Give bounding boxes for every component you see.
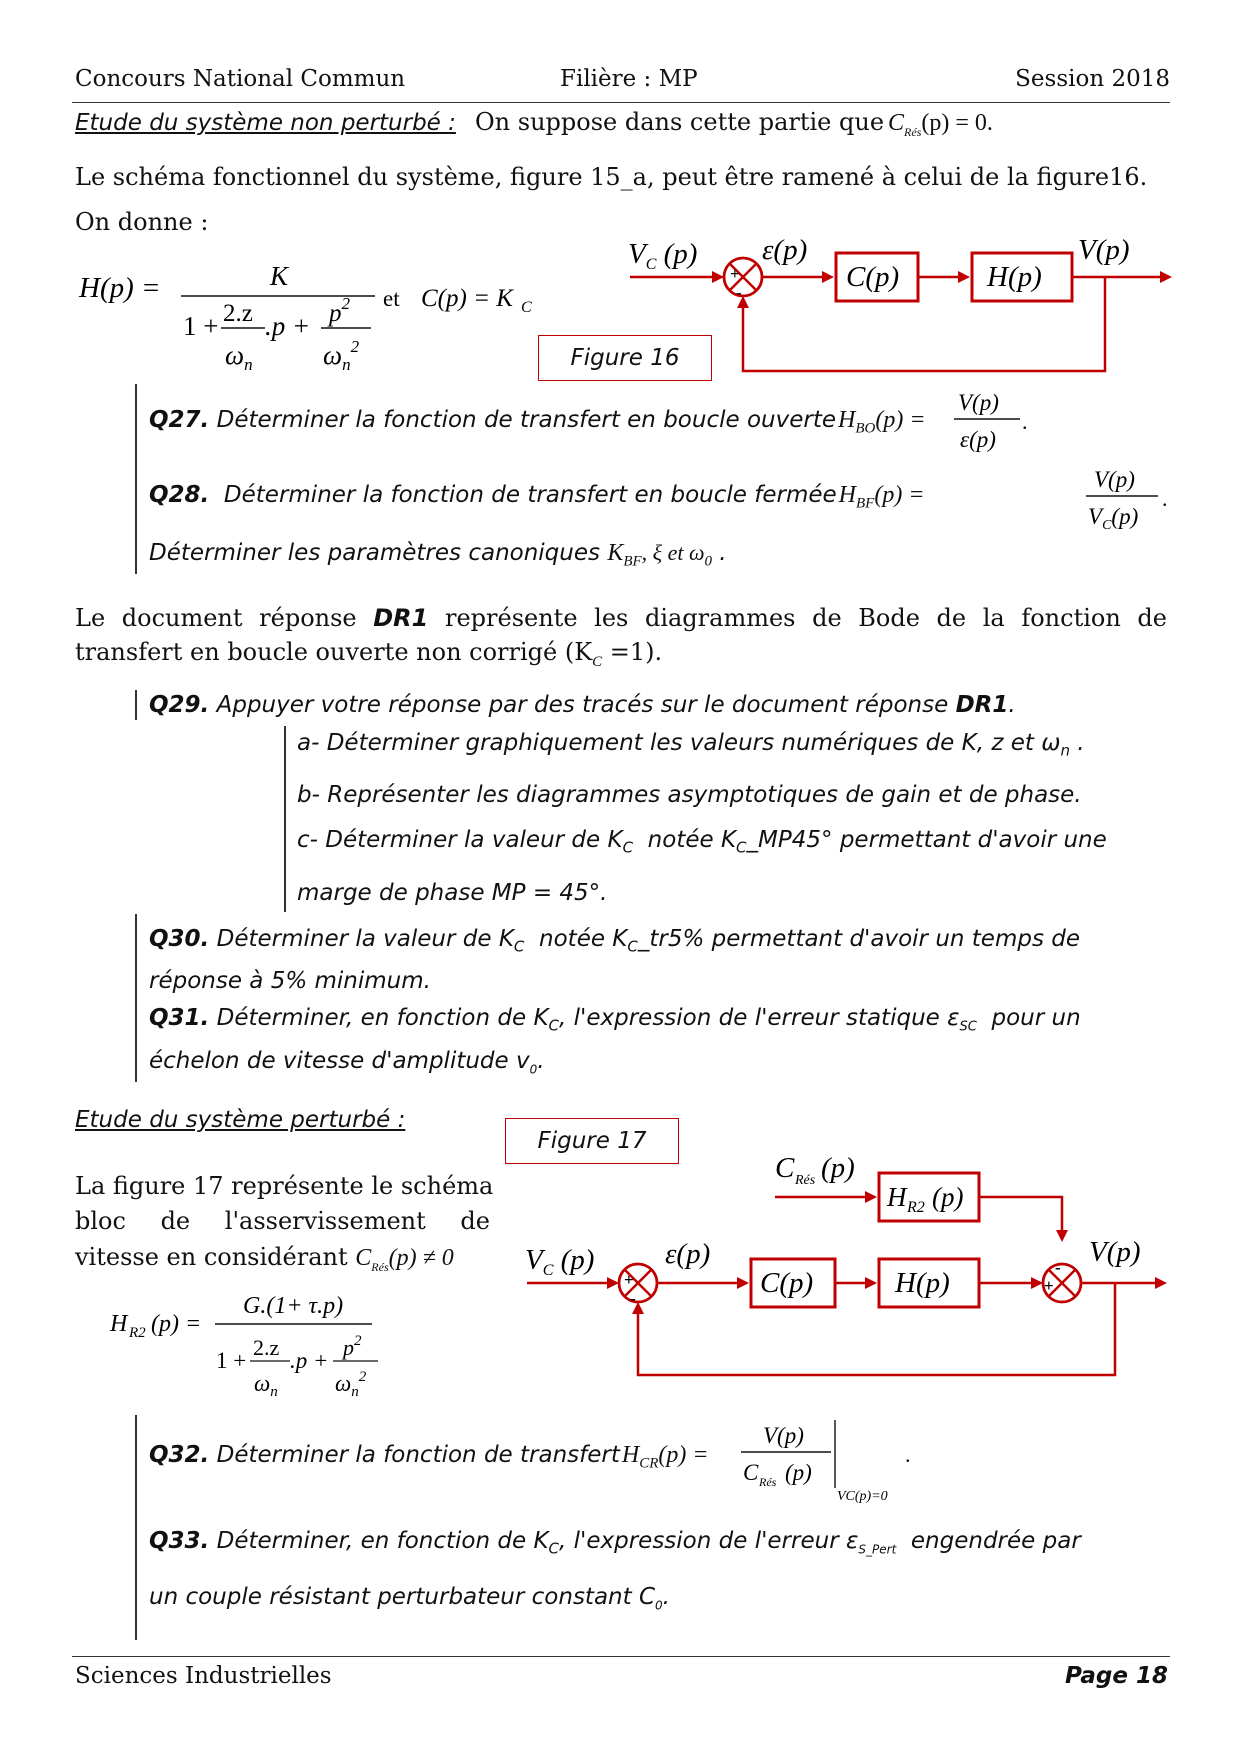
svg-text:(p): (p) — [821, 1152, 855, 1184]
sec1-line2: Le schéma fonctionnel du système, figure 15_a, peut être ramené à celui de la figure16. — [75, 163, 1148, 191]
q32: Q32. Déterminer la fonction de transfertH$_{CR}$(p) = — [149, 1442, 709, 1472]
q29-sub-bar — [284, 726, 286, 912]
fig16-error-label: ε(p) — [762, 234, 808, 266]
q29-a: a- Déterminer graphiquement les valeurs numériques de K, z et $\omega_n$ . — [297, 730, 1085, 760]
svg-text:2.z: 2.z — [253, 1335, 280, 1360]
svg-text:VC(p)=0: VC(p)=0 — [837, 1489, 888, 1504]
page-number: Page 18 — [1065, 1663, 1168, 1689]
figure-17-diagram — [515, 1140, 1180, 1385]
q29: Q29. Appuyer votre réponse par des tracés sur le document réponse DR1. — [149, 692, 1016, 718]
svg-text:C: C — [521, 299, 532, 316]
q28-line2: Déterminer les paramètres canoniques $K_{BF}$, ξ et $\omega_0$ . — [149, 540, 727, 570]
svg-text:V(p): V(p) — [763, 1423, 804, 1448]
q31-line2: échelon de vitesse d'amplitude $v_0$. — [149, 1048, 545, 1077]
header-left: Concours National Commun — [75, 66, 406, 92]
svg-text:H(p): H(p) — [895, 1267, 950, 1299]
q27-fraction — [950, 385, 1030, 457]
q30-line2: réponse à 5% minimum. — [149, 968, 431, 994]
footer-left: Sciences Industrielles — [75, 1663, 332, 1689]
formula-HR2 — [108, 1280, 398, 1400]
fig16-C-label: C(p) — [846, 261, 900, 293]
dr1-paragraph-line2: transfert en boucle ouverte non corrigé $(K_C =1)$. — [75, 638, 663, 670]
section-title-unperturbed: Etude du système non perturbé : — [75, 110, 456, 136]
q30: Q30. Déterminer la valeur de $K_C$ notée $K_C\_tr5\%$ permettant d'avoir un temps de — [149, 926, 1081, 956]
sec2-p3: vitesse en considérant $C_{Rés}(p) \ne 0$ — [75, 1243, 454, 1274]
svg-text:ωn2: $\omega_n^2$ — [323, 337, 360, 374]
fig16-output-label: V(p) — [1078, 234, 1130, 266]
sec1-line3: On donne : — [75, 208, 209, 236]
svg-text:ωn: $\omega_n$ — [225, 340, 253, 374]
svg-text:1 +: 1 + — [183, 311, 219, 341]
q27-q28-bar — [135, 384, 137, 574]
q32-q33-bar — [135, 1415, 137, 1640]
svg-text:p2: $p^2$ — [329, 294, 350, 327]
figure-16-label: Figure 16 — [538, 335, 712, 381]
svg-text:V(p): V(p) — [1089, 1236, 1141, 1268]
fig17-feedback — [638, 1283, 1115, 1375]
svg-text:-: - — [630, 1289, 636, 1308]
svg-text:Rés: Rés — [759, 1475, 777, 1489]
svg-text:.p +: .p + — [290, 1348, 329, 1373]
q29-b: b- Représenter les diagrammes asymptotiques de gain et de phase. — [297, 782, 1082, 808]
svg-text:C: C — [743, 1460, 759, 1485]
q29-c2: marge de phase MP = 45°. — [297, 880, 608, 906]
q33-line2: un couple résistant perturbateur constant $C_0$. — [149, 1584, 670, 1613]
svg-text:V(p): V(p) — [1094, 467, 1135, 492]
svg-text:R2: R2 — [129, 1325, 146, 1341]
svg-text:.: . — [1162, 486, 1168, 511]
formula-H — [75, 250, 555, 385]
q27: Q27. Déterminer la fonction de transfert en boucle ouverteH$_{BO}$(p) = — [149, 407, 926, 437]
fig16-feedback — [743, 277, 1105, 371]
svg-text:(p): (p) — [932, 1182, 964, 1212]
svg-text:+: + — [1044, 1276, 1054, 1295]
q28: Q28. Déterminer la fonction de transfert en boucle ferméeH$_{BF}$(p) = — [149, 482, 925, 512]
svg-text:V(p): V(p) — [958, 390, 999, 415]
svg-text:p2: $p^2$ — [343, 1333, 362, 1360]
header-rule — [72, 102, 1170, 103]
formula-and: et — [383, 286, 400, 311]
svg-text:H: H — [110, 1311, 128, 1337]
svg-text:VC (p): $V_C$ (p) — [525, 1244, 595, 1279]
sec1-intro: On suppose dans cette partie que $C_{Rés}(p) = 0$. — [475, 108, 993, 139]
svg-text:C(p): C(p) — [760, 1267, 814, 1299]
svg-text:.: . — [1022, 409, 1028, 434]
q28-fraction — [1082, 462, 1172, 536]
svg-text:C: C — [775, 1152, 795, 1184]
svg-text:2.z: 2.z — [223, 300, 253, 327]
figure-17-label: Figure 17 — [505, 1118, 679, 1164]
fig16-H-label: H(p) — [987, 261, 1042, 293]
svg-text:VC (p): $V_C$ (p) — [628, 238, 698, 273]
sec2-p2: bloc de l'asservissement de — [75, 1207, 490, 1235]
svg-text:(p) =: (p) = — [151, 1311, 202, 1337]
svg-text:.: . — [905, 1442, 911, 1467]
svg-text:H: H — [887, 1182, 907, 1212]
svg-text:ε(p): ε(p) — [665, 1238, 711, 1270]
svg-text:G.(1+ τ.p): G.(1+ τ.p) — [243, 1293, 344, 1319]
q29-c: c- Déterminer la valeur de $K_C$ notée $K_C\_MP45^\circ$ permettant d'avoir une — [297, 827, 1107, 857]
svg-text:ωn2: $\omega_n^2$ — [335, 1369, 367, 1400]
q32-fraction — [735, 1418, 925, 1504]
dr1-paragraph-line1: Le document réponse DR1 représente les diagrammes de Bode de la fonction de — [75, 604, 1167, 632]
formula-C: C(p) = K — [421, 285, 513, 312]
svg-text:+: + — [730, 264, 740, 283]
svg-text:1 +: 1 + — [216, 1348, 247, 1373]
svg-text:Rés: Rés — [795, 1173, 816, 1188]
svg-text:+: + — [624, 1270, 634, 1289]
header-center: Filière : MP — [560, 66, 698, 92]
q29-bar — [135, 690, 137, 720]
q30-q31-bar — [135, 914, 137, 1082]
svg-text:VC(p): $V_C(p)$ — [1088, 504, 1139, 533]
svg-text:ωn: $\omega_n$ — [254, 1371, 278, 1400]
section-title-perturbed: Etude du système perturbé : — [75, 1107, 406, 1133]
formula-H-lhs: H(p) = — [79, 272, 161, 304]
svg-text:-: - — [736, 283, 742, 302]
formula-H-num: K — [270, 261, 289, 291]
footer-rule — [72, 1656, 1170, 1657]
svg-text:(p): (p) — [785, 1460, 812, 1485]
svg-text:-: - — [1055, 1258, 1061, 1277]
header-right: Session 2018 — [1015, 66, 1170, 92]
svg-text:ε(p): ε(p) — [960, 427, 996, 452]
svg-text:.p +: .p + — [265, 311, 311, 341]
q33: Q33. Déterminer, en fonction de $K_C$, l'expression de l'erreur $\varepsilon_{S\_Pert}$ engendrée par — [149, 1528, 1081, 1558]
svg-text:R2: R2 — [907, 1199, 925, 1216]
sec2-p1: La figure 17 représente le schéma — [75, 1172, 494, 1200]
q31: Q31. Déterminer, en fonction de $K_C$, l'expression de l'erreur statique $\varepsilon_{SC}$ pour un — [149, 1005, 1081, 1035]
